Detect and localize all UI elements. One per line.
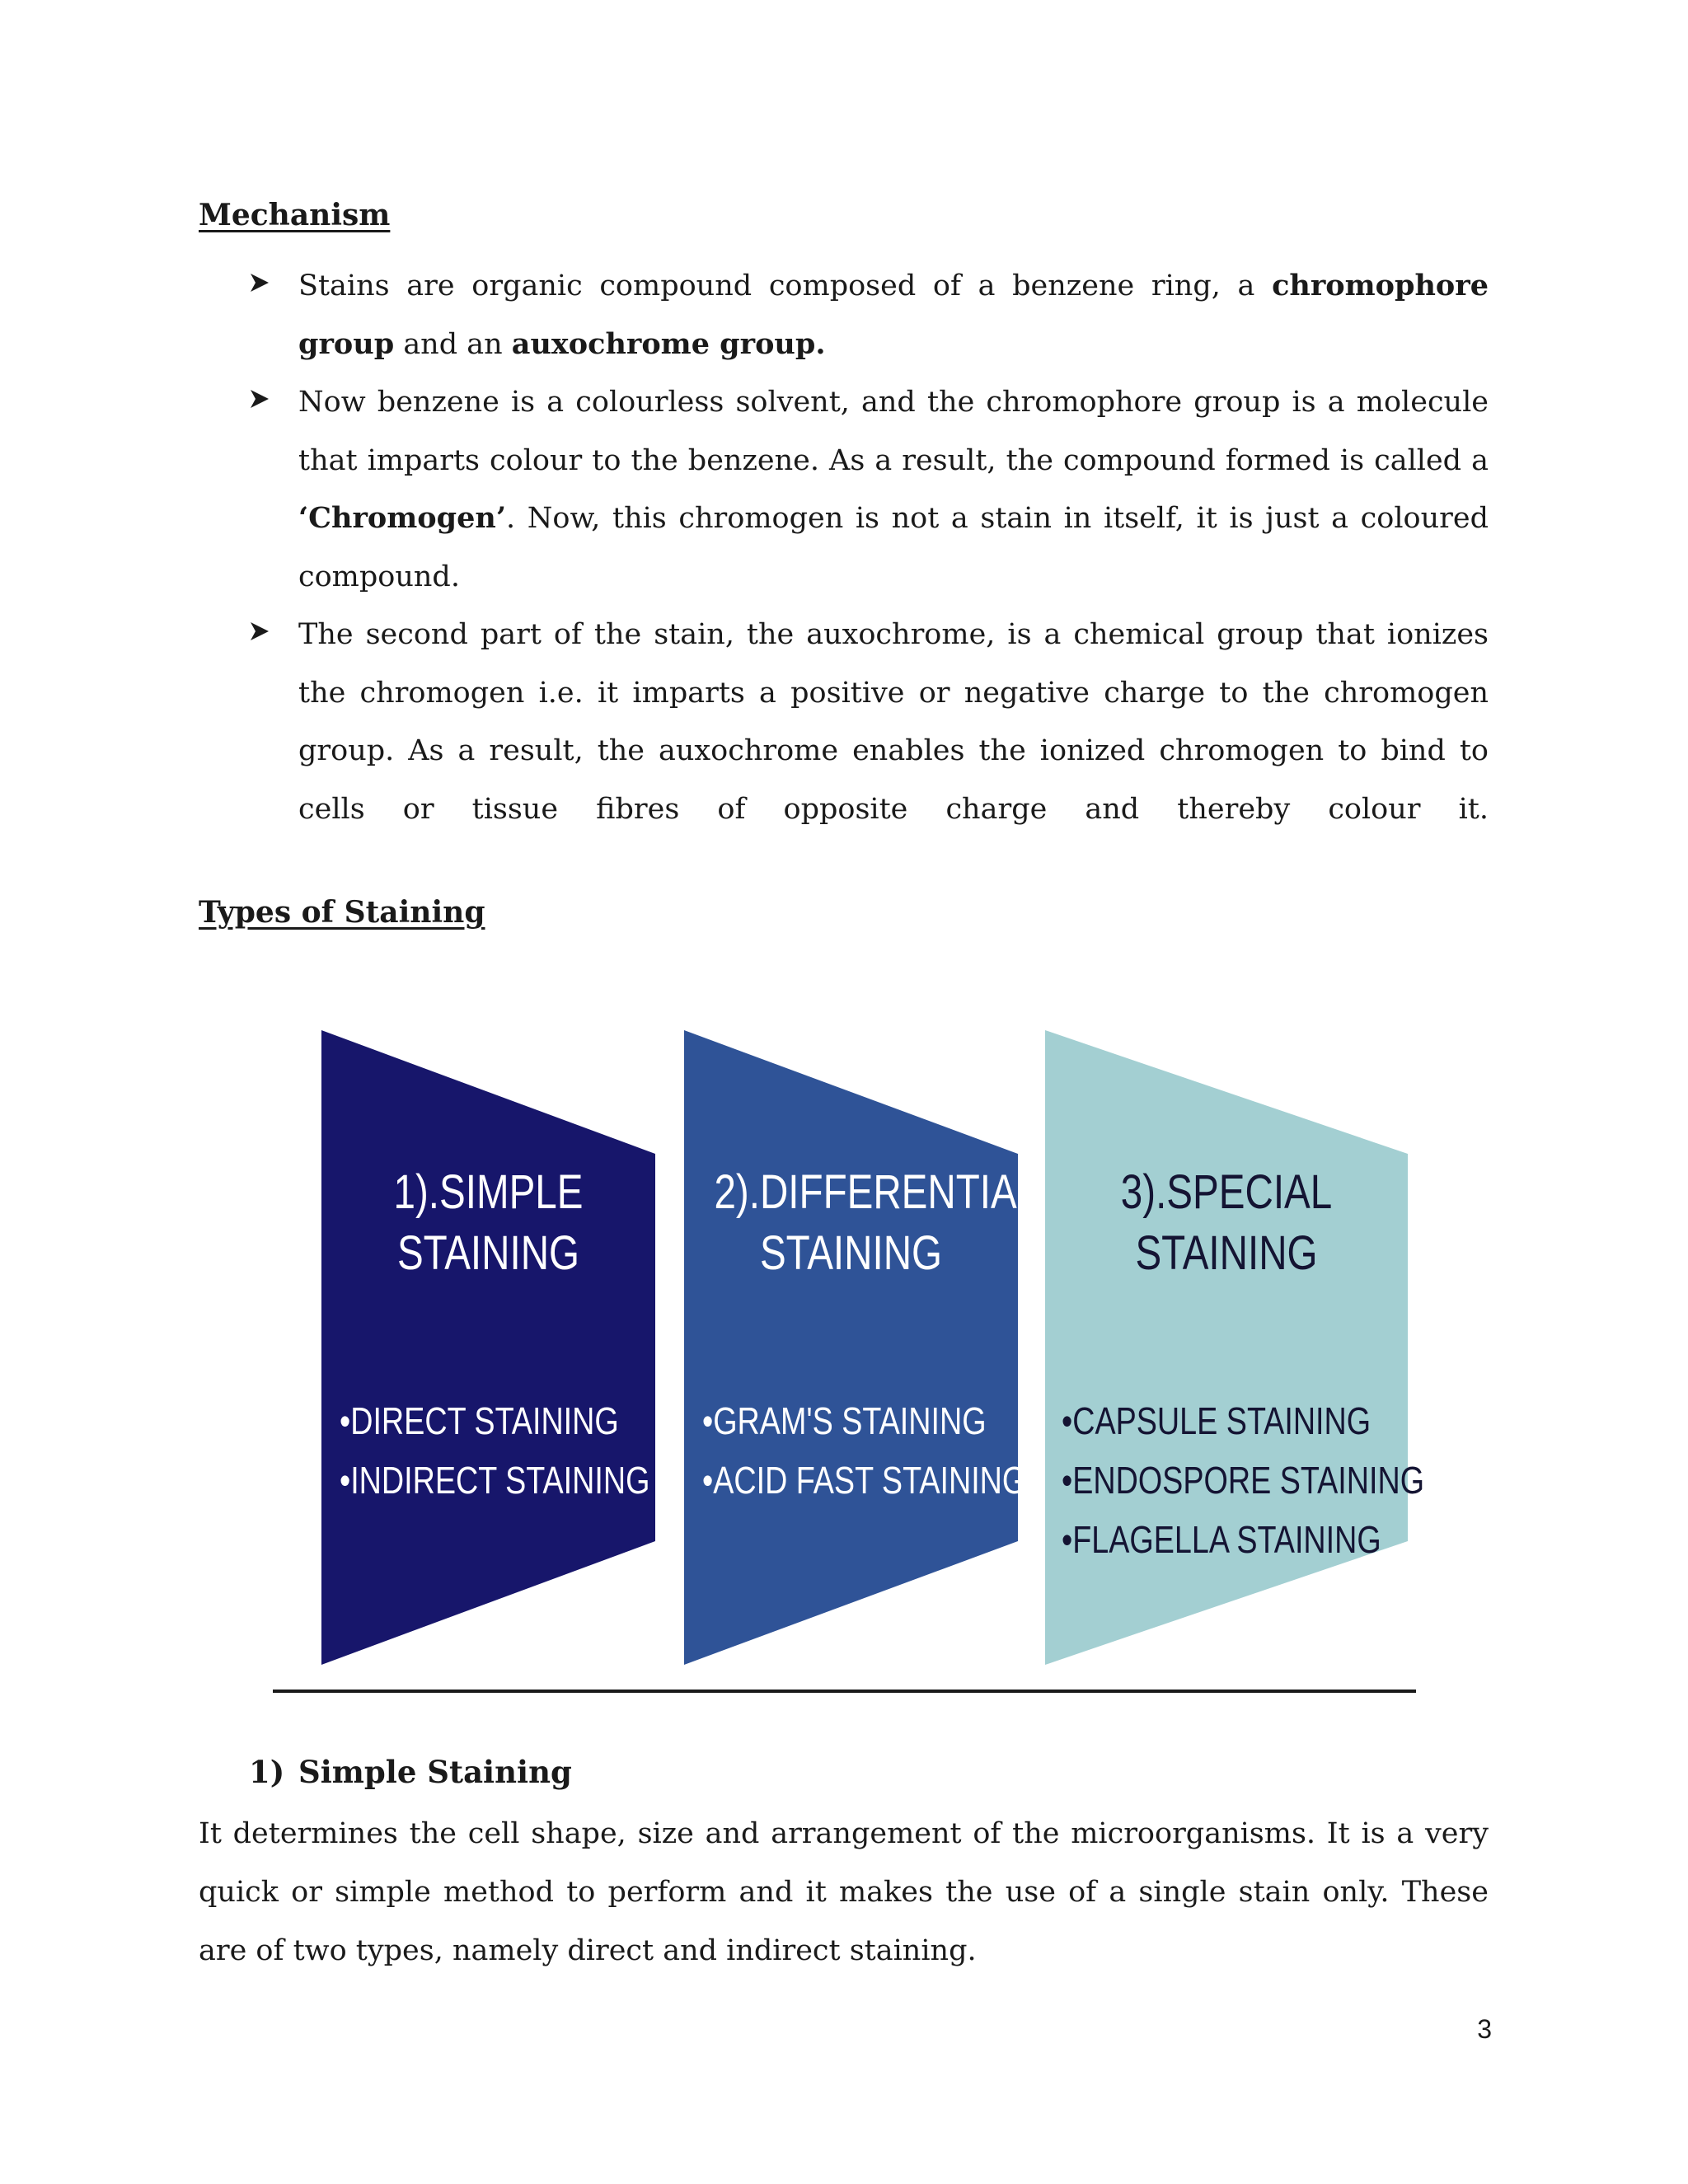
bullet-text-run: . Now, this chromogen is not a stain in itself, it is just a coloured compound.	[298, 502, 1489, 593]
simple-staining-heading	[249, 1754, 572, 1790]
bullet-text-run: and an	[394, 327, 512, 361]
types-heading: Types of Staining	[199, 895, 485, 930]
bold-term: chromophore group	[298, 269, 1489, 361]
panel-title-line: 3).SPECIAL	[1120, 1165, 1333, 1219]
horizontal-divider	[273, 1690, 1416, 1693]
list-item: •FLAGELLA STAINING	[1062, 1518, 1381, 1561]
panel-special-title	[1078, 1162, 1376, 1284]
bold-term: auxochrome group.	[511, 326, 826, 361]
arrow-bullet-icon	[249, 272, 270, 293]
mechanism-bullet-list	[247, 257, 1489, 838]
panel-simple-shape	[321, 1030, 655, 1665]
arrow-bullet-icon	[249, 621, 270, 642]
panel-title-line: 2).DIFFERENTIAL	[714, 1165, 1039, 1219]
panel-title-line: STAINING	[1135, 1226, 1318, 1280]
list-item: •INDIRECT STAINING	[340, 1459, 650, 1502]
bullet-text-run: Stains are organic compound composed of a benzene ring, a	[298, 269, 1273, 302]
bold-term: ‘Chromogen’	[298, 501, 507, 535]
panel-differential-shape	[684, 1030, 1039, 1665]
arrow-bullet-icon	[249, 388, 270, 410]
list-item: •ACID FAST STAINING	[702, 1459, 1027, 1502]
staining-panels-graphic	[272, 1014, 1426, 1698]
list-item: •ENDOSPORE STAINING	[1062, 1459, 1425, 1502]
list-item: •DIRECT STAINING	[340, 1399, 619, 1442]
staining-types-diagram	[272, 1014, 1426, 1698]
mechanism-heading: Mechanism	[199, 198, 391, 232]
page-number: 3	[1477, 2014, 1492, 2044]
bullet-text-run: Now benzene is a colourless solvent, and the chromophore group is a molecule that imparts colour to the benzene. As a result, the compound formed is called a	[298, 386, 1489, 477]
list-item: •GRAM'S STAINING	[702, 1399, 987, 1442]
list-item	[247, 257, 1489, 373]
panel-special-items	[1062, 1391, 1424, 1569]
panel-title-line: 1).SIMPLE	[393, 1165, 584, 1219]
panel-title-line: STAINING	[396, 1226, 580, 1280]
list-item: •CAPSULE STAINING	[1062, 1399, 1372, 1442]
panel-simple-title	[351, 1162, 625, 1284]
panel-special-shape	[1045, 1030, 1408, 1665]
bullet-text	[298, 257, 1489, 373]
bullet-text: The second part of the stain, the auxochrome, is a chemical group that ionizes the chromogen i.e. it imparts a positive or negative charge to the chromogen group. As a result, the auxochrome enables the ionized chromogen to bind to cells or tissue fibres of opposite charge and thereby colour it.	[298, 618, 1489, 826]
panel-differential-title	[714, 1162, 1039, 1284]
section-title: Simple Staining	[298, 1754, 572, 1790]
simple-staining-paragraph: It determines the cell shape, size and arrangement of the microorganisms. It is a very quick or simple method to perform and it makes the use of a single stain only. These are of two types, namely direct and indirect staining.	[199, 1817, 1489, 1967]
bullet-text	[298, 373, 1489, 606]
panel-title-line: STAINING	[759, 1226, 943, 1280]
list-item	[247, 373, 1489, 606]
panel-differential-items	[702, 1391, 1026, 1510]
panel-simple-items	[340, 1391, 649, 1510]
list-item	[247, 606, 1489, 838]
section-number: 1)	[249, 1754, 285, 1790]
